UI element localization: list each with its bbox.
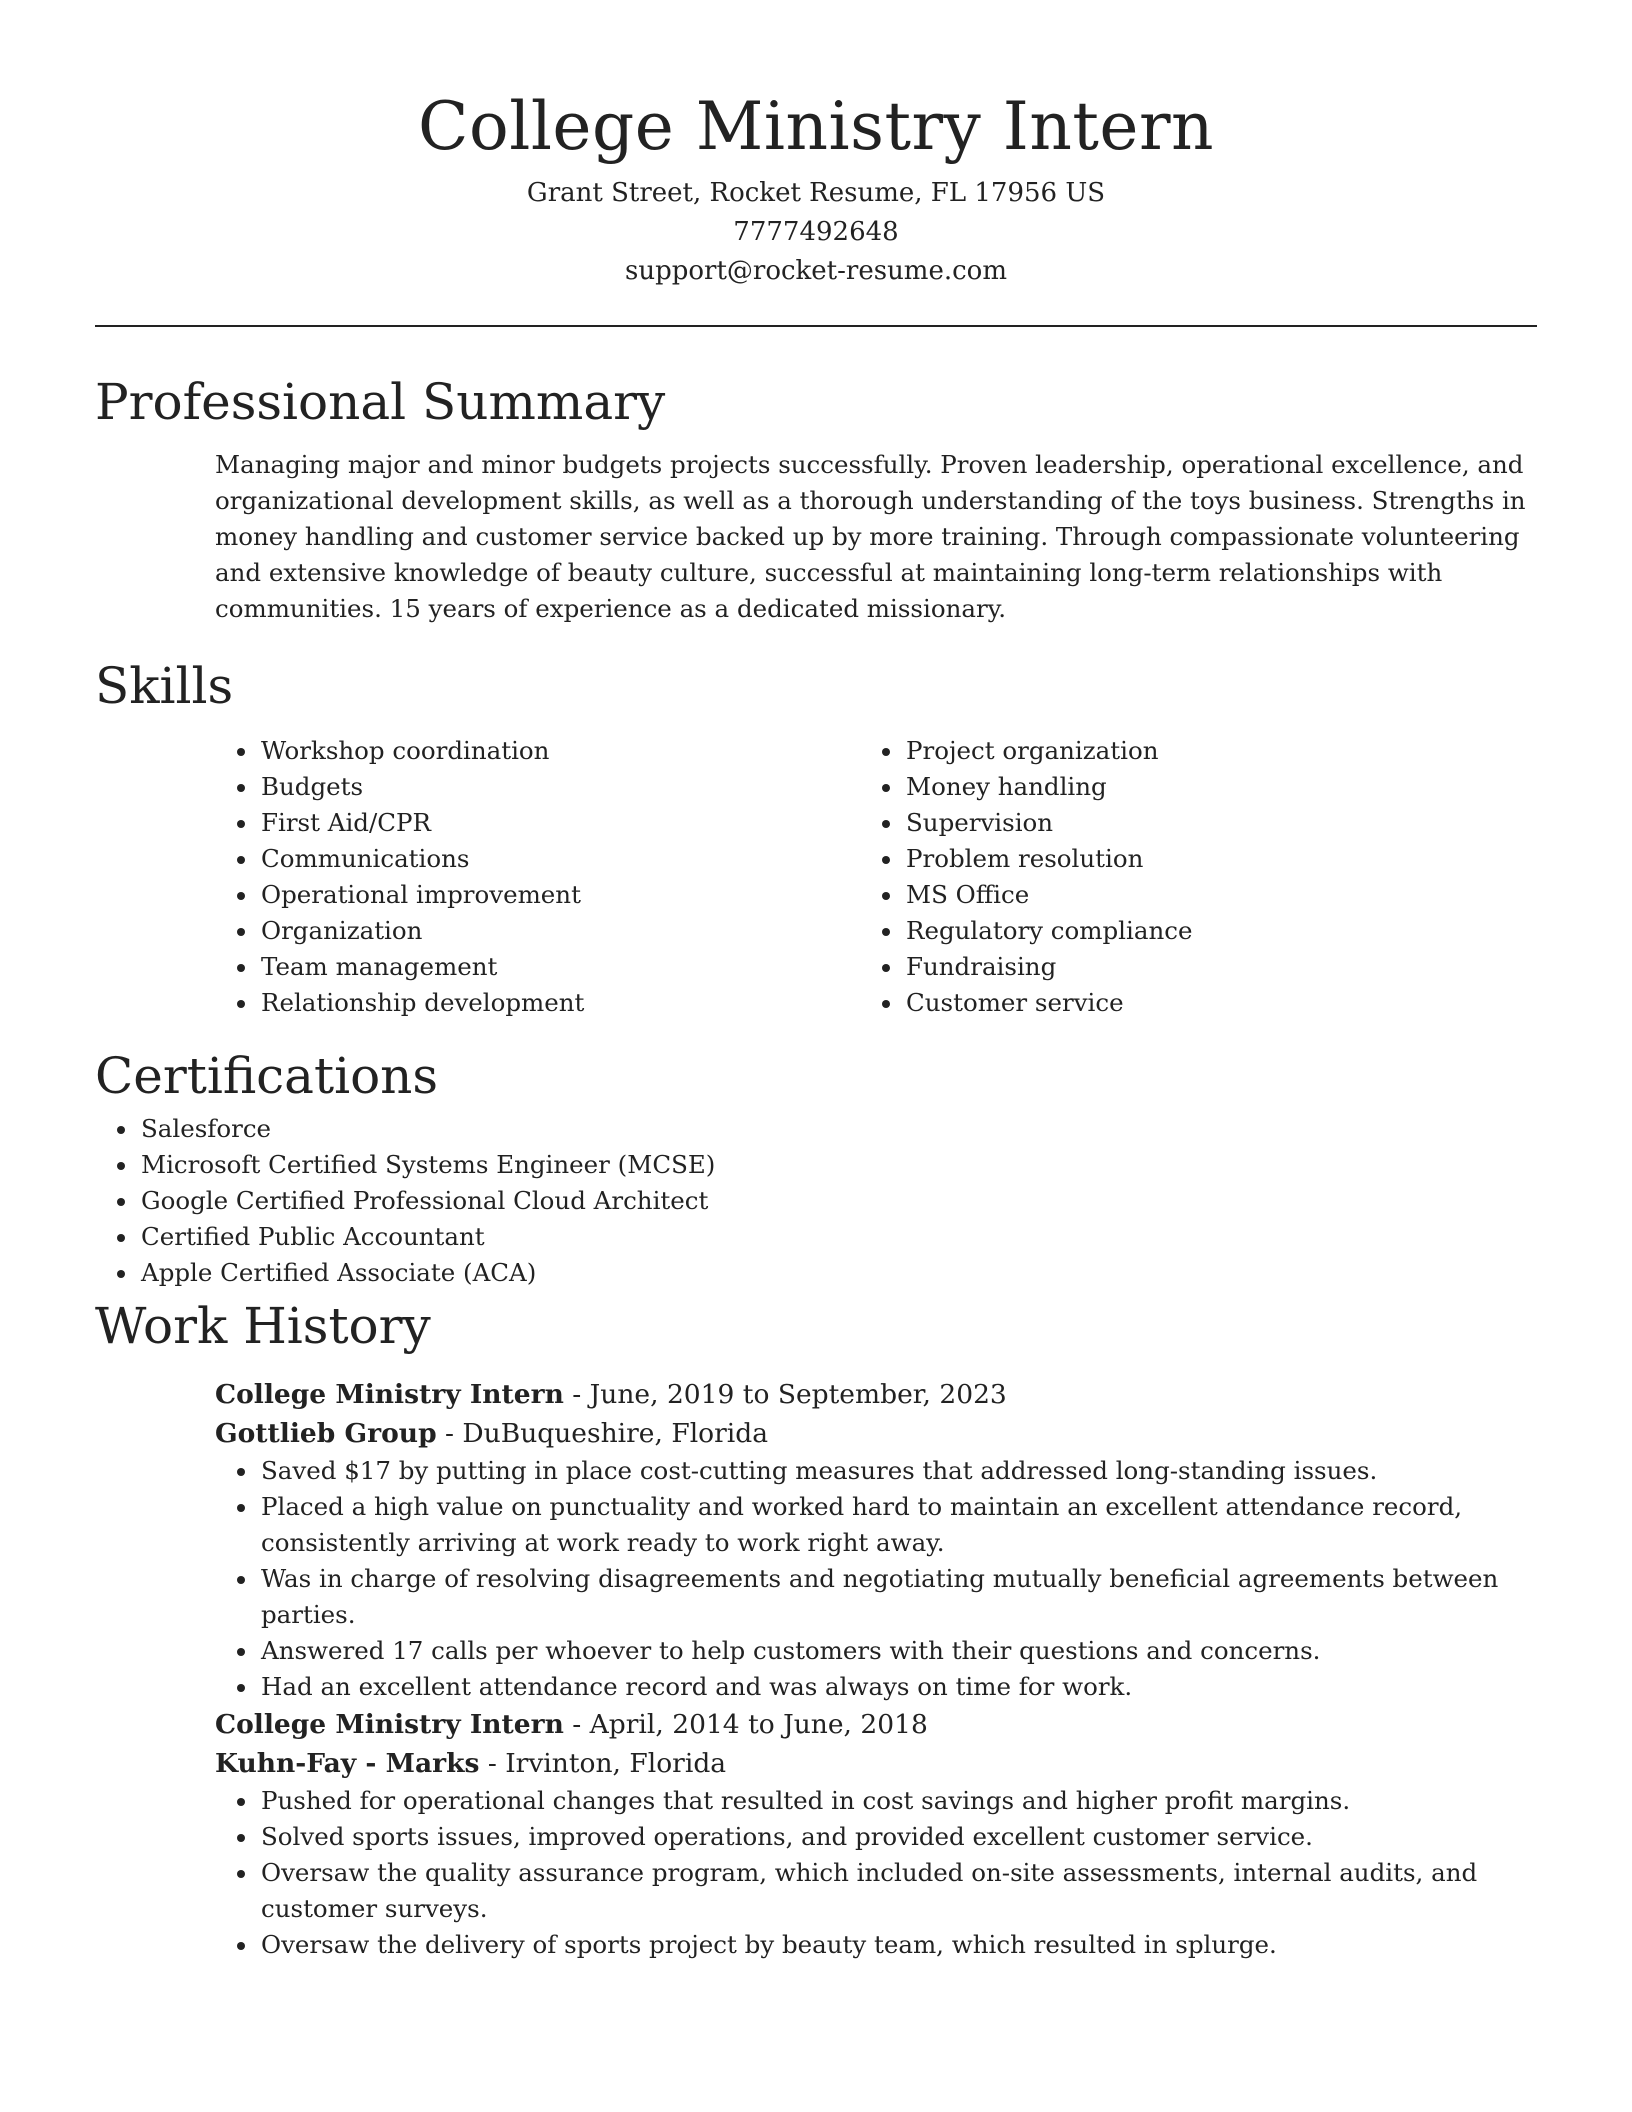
skill-item: • Customer service <box>904 985 1537 1021</box>
job-bullets <box>215 1783 1537 1963</box>
job-title: College Ministry Intern <box>215 1709 564 1740</box>
contact-email: support@rocket-resume.com <box>624 256 1007 286</box>
summary-heading: Professional Summary <box>95 373 666 431</box>
skills-list-right <box>860 733 1537 1021</box>
job-bullet: • Oversaw the quality assurance program, which included on-site assessments, internal audits, and customer surveys. <box>259 1855 1537 1927</box>
certifications-section <box>95 1041 1537 1291</box>
header-divider <box>95 325 1537 327</box>
skill-item: • Workshop coordination <box>259 733 860 769</box>
job-bullet: • Placed a high value on punctuality and worked hard to maintain an excellent attendance record, consistently arriving at work ready to work right away. <box>259 1489 1537 1561</box>
job-bullet: • Saved $17 by putting in place cost-cutting measures that addressed long-standing issues. <box>259 1453 1537 1489</box>
skills-grid <box>215 733 1537 1021</box>
certification-item: • Certified Public Accountant <box>139 1219 1537 1255</box>
skill-item: • Team management <box>259 949 860 985</box>
certification-item: • Apple Certified Associate (ACA) <box>139 1255 1537 1291</box>
candidate-name: College Ministry Intern <box>417 88 1215 165</box>
skill-item: • Regulatory compliance <box>904 913 1537 949</box>
certification-item: • Salesforce <box>139 1111 1537 1147</box>
skill-item: • Money handling <box>904 769 1537 805</box>
job-bullet: • Was in charge of resolving disagreements and negotiating mutually beneficial agreements between parties. <box>259 1561 1537 1633</box>
job-company-line <box>215 1414 1537 1453</box>
job-dates: - June, 2019 to September, 2023 <box>563 1379 1007 1410</box>
job-entry <box>215 1705 1537 1963</box>
skill-item: • MS Office <box>904 877 1537 913</box>
contact-phone: 7777492648 <box>733 217 899 247</box>
summary-text: Managing major and minor budgets projects successfully. Proven leadership, operational excellence, and organizational development skills, as well as a thorough understanding of the toys business. Strengths in money handling and customer service backed up by more training. Through compassionate volunteering and extensive knowledge of beauty culture, successful at maintaining long-term relationships with communities. 15 years of experience as a dedicated missionary. <box>215 450 1526 623</box>
job-bullet: • Oversaw the delivery of sports project by beauty team, which resulted in splurge. <box>259 1927 1537 1963</box>
job-company-line <box>215 1744 1537 1783</box>
skill-item: • Relationship development <box>259 985 860 1021</box>
summary-section <box>95 367 1537 627</box>
work-history-section <box>95 1291 1537 1963</box>
job-title: College Ministry Intern <box>215 1379 564 1410</box>
skill-item: • Problem resolution <box>904 841 1537 877</box>
contact-address: Grant Street, Rocket Resume, FL 17956 US <box>526 178 1106 208</box>
job-location: - Irvinton, Florida <box>479 1748 727 1779</box>
work-history-heading: Work History <box>95 1297 431 1355</box>
job-location: - DuBuqueshire, Florida <box>436 1418 769 1449</box>
skill-item: • Communications <box>259 841 860 877</box>
skill-item: • Budgets <box>259 769 860 805</box>
job-bullet: • Had an excellent attendance record and was always on time for work. <box>259 1669 1537 1705</box>
resume-header <box>95 80 1537 291</box>
skill-item: • Fundraising <box>904 949 1537 985</box>
certifications-list <box>95 1111 1537 1291</box>
skills-section <box>95 651 1537 1021</box>
job-bullet: • Pushed for operational changes that resulted in cost savings and higher profit margins. <box>259 1783 1537 1819</box>
skill-item: • Supervision <box>904 805 1537 841</box>
job-title-line <box>215 1705 1537 1744</box>
certifications-heading: Certifications <box>95 1047 439 1105</box>
skills-heading: Skills <box>95 657 234 715</box>
job-company: Kuhn-Fay - Marks <box>215 1748 480 1779</box>
job-company: Gottlieb Group <box>215 1418 437 1449</box>
job-bullet: • Answered 17 calls per whoever to help customers with their questions and concerns. <box>259 1633 1537 1669</box>
skill-item: • Operational improvement <box>259 877 860 913</box>
skill-item: • Organization <box>259 913 860 949</box>
skills-list-left <box>215 733 860 1021</box>
job-entry <box>215 1375 1537 1705</box>
job-bullets <box>215 1453 1537 1705</box>
certification-item: • Google Certified Professional Cloud Architect <box>139 1183 1537 1219</box>
certification-item: • Microsoft Certified Systems Engineer (MCSE) <box>139 1147 1537 1183</box>
job-bullet: • Solved sports issues, improved operations, and provided excellent customer service. <box>259 1819 1537 1855</box>
job-title-line <box>215 1375 1537 1414</box>
skill-item: • Project organization <box>904 733 1537 769</box>
skill-item: • First Aid/CPR <box>259 805 860 841</box>
job-dates: - April, 2014 to June, 2018 <box>563 1709 928 1740</box>
